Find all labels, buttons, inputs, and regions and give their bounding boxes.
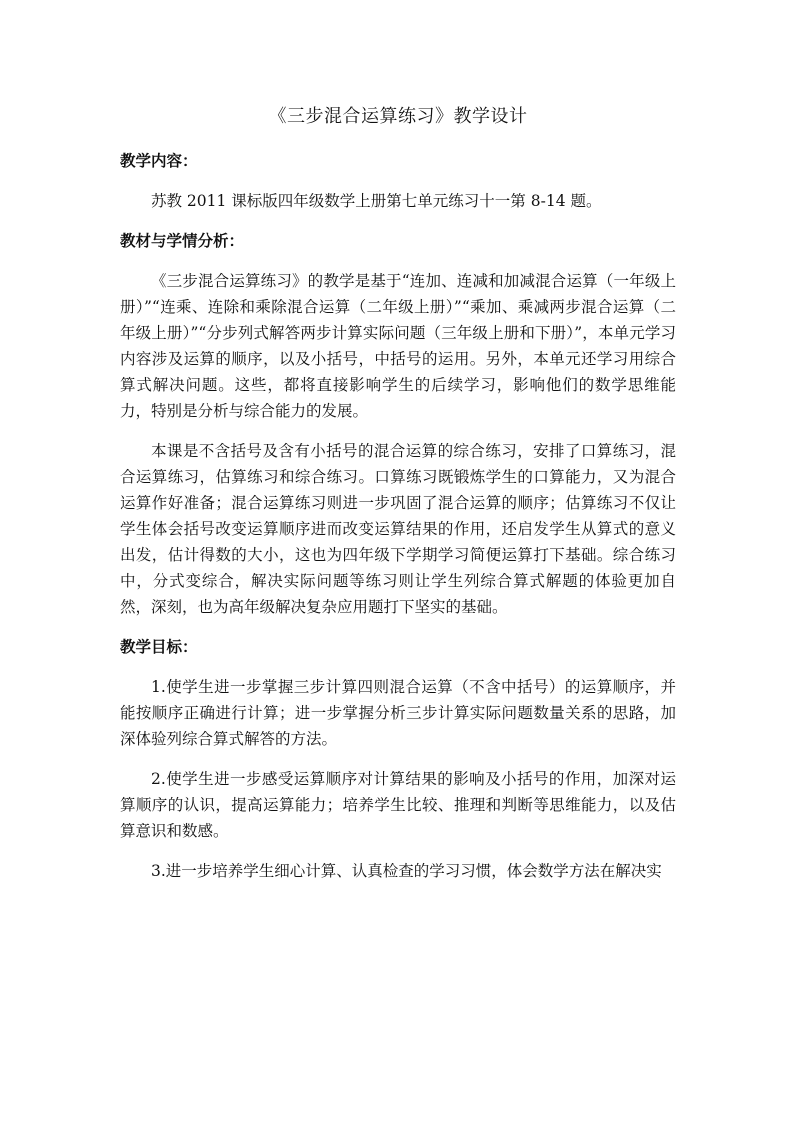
heading-teaching-goals: 教学目标： — [120, 637, 198, 656]
heading-material-analysis: 教材与学情分析： — [120, 231, 245, 250]
paragraph-goal-1: 1.使学生进一步掌握三步计算四则混合运算（不含中括号）的运算顺序，并能按顺序正确进行计算；进一步掌握分析三步计算实际问题数量关系的思路，加深体验列综合算式解答的方法。 — [120, 678, 676, 748]
paragraph-material-analysis-1: 《三步混合运算练习》的教学是基于“连加、连减和加减混合运算（一年级上册）”“连乘、连除和乘除混合运算（二年级上册）”“乘加、乘减两步混合运算（二年级上册）”“分步列式解答两步计算实际问题（三年级上册和下册）”，本单元学习内容涉及运算的顺序，以及小括号，中括号的运用。另外，本单元还学习用综合算式解决问题。这些，都将直接影响学生的后续学习，影响他们的数学思维能力，特别是分析与综合能力的发展。 — [120, 272, 676, 420]
heading-teaching-content: 教学内容： — [120, 151, 198, 170]
document-title: 《三步混合运算练习》教学设计 — [268, 106, 528, 127]
paragraph-teaching-content: 苏教 2011 课标版四年级数学上册第七单元练习十一第 8-14 题。 — [151, 192, 602, 210]
paragraph-material-analysis-2: 本课是不含括号及含有小括号的混合运算的综合练习，安排了口算练习，混合运算练习，估算练习和综合练习。口算练习既锻炼学生的口算能力，又为混合运算作好准备；混合运算练习则进一步巩固了混合运算的顺序；估算练习不仅让学生体会括号改变运算顺序进而改变运算结果的作用，还启发学生从算式的意义出发，估计得数的大小，这也为四年级下学期学习简便运算打下基础。综合练习中，分式变综合，解决实际问题等练习则让学生列综合算式解题的体验更加自然，深刻，也为高年级解决复杂应用题打下坚实的基础。 — [120, 442, 676, 616]
paragraph-goal-2: 2.使学生进一步感受运算顺序对计算结果的影响及小括号的作用，加深对运算顺序的认识，提高运算能力；培养学生比较、推理和判断等思维能力，以及估算意识和数感。 — [120, 770, 676, 840]
paragraph-goal-3: 3.进一步培养学生细心计算、认真检查的学习习惯，体会数学方法在解决实 — [151, 862, 662, 880]
